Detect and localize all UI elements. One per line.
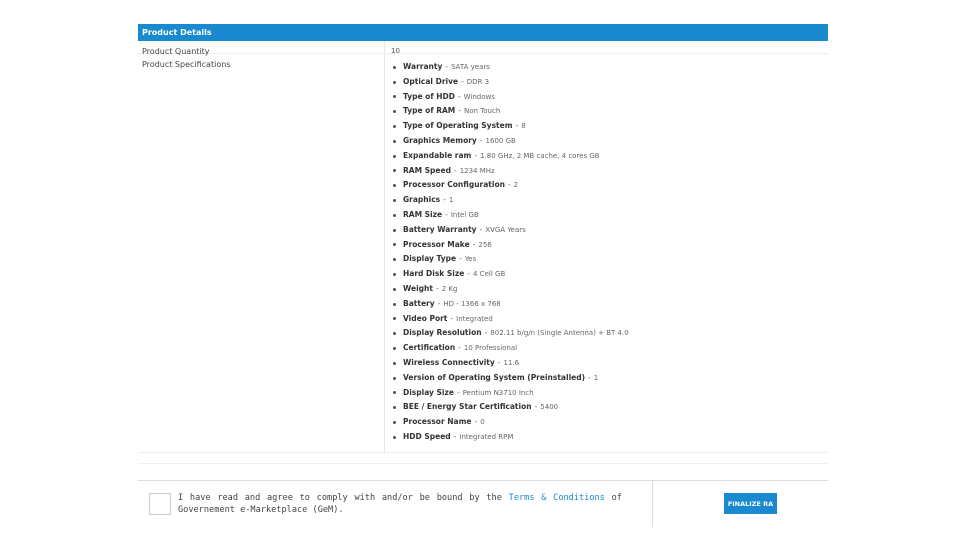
- spec-value: 1: [593, 373, 599, 382]
- spec-key: Type of RAM: [403, 106, 456, 116]
- spec-separator: -: [453, 431, 457, 441]
- agree-checkbox[interactable]: [149, 493, 171, 515]
- spec-item: [391, 178, 822, 193]
- agreement-prefix: I have read and agree to comply with and/or be bound by the: [178, 493, 502, 503]
- spec-separator: -: [459, 254, 462, 264]
- spec-value: 0: [480, 418, 485, 427]
- bullet-icon: [393, 303, 396, 306]
- spec-item: [391, 430, 822, 445]
- spec-value: Windows: [463, 92, 495, 101]
- product-details-panel: [138, 24, 828, 453]
- spec-key: Type of HDD: [403, 91, 455, 101]
- spec-separator: -: [484, 328, 488, 338]
- spec-list: [391, 60, 822, 445]
- bullet-icon: [393, 421, 396, 424]
- action-section: [652, 481, 828, 527]
- spec-key: Processor Configuration: [403, 180, 505, 190]
- spec-item: [391, 415, 822, 430]
- spec-item: [391, 282, 822, 297]
- bullet-icon: [393, 214, 396, 217]
- spec-value: 10 Professional: [463, 344, 518, 353]
- spec-value: SATA years: [451, 63, 490, 71]
- spec-value: 1.80 GHz, 2 MB cache, 4 cores GB: [480, 151, 600, 160]
- bullet-icon: [393, 288, 396, 291]
- spec-item: [391, 104, 822, 119]
- spec-key: Display Resolution: [403, 328, 482, 338]
- spec-key: Display Size: [403, 387, 454, 397]
- spec-key: Battery Warranty: [403, 224, 477, 234]
- spec-value: Non Touch: [463, 107, 501, 116]
- spec-separator: -: [445, 62, 449, 71]
- spec-item: [391, 134, 822, 149]
- spec-value: DDR 3: [466, 77, 490, 86]
- spec-key: Hard Disk Size: [403, 269, 465, 279]
- spec-value: 802.11 b/g/n (Single Antenna) + BT 4.0: [490, 329, 629, 338]
- spec-item: [391, 312, 822, 327]
- spec-value: Pentium N3710 Inch: [462, 388, 534, 397]
- spec-item: [391, 371, 822, 386]
- spec-separator: -: [461, 76, 464, 86]
- bullet-icon: [393, 229, 396, 232]
- spec-key: Type of Operating System: [403, 121, 513, 131]
- bullet-icon: [393, 406, 396, 409]
- spec-value: 8: [521, 122, 526, 131]
- bullet-icon: [393, 436, 396, 439]
- spec-item: [391, 208, 822, 223]
- agreement-text: [178, 493, 622, 516]
- spec-key: RAM Speed: [403, 165, 451, 175]
- bullet-icon: [393, 125, 396, 128]
- bullet-icon: [393, 155, 396, 158]
- spec-key: Weight: [403, 283, 433, 293]
- spec-separator: -: [445, 209, 448, 219]
- spec-value: HD - 1366 x 768: [443, 299, 501, 308]
- bullet-icon: [393, 81, 396, 84]
- bullet-icon: [393, 332, 396, 335]
- spec-separator: -: [457, 91, 461, 101]
- spec-key: Display Type: [403, 254, 457, 264]
- bullet-icon: [393, 273, 396, 276]
- spec-key: RAM Size: [403, 209, 443, 219]
- spec-item: [391, 341, 822, 356]
- spec-key: Optical Drive: [403, 76, 459, 86]
- spec-item: [391, 164, 822, 179]
- spec-separator: -: [443, 195, 446, 205]
- spec-key: Processor Make: [403, 239, 470, 249]
- spec-value: Integrated RPM: [459, 432, 514, 441]
- bullet-icon: [393, 66, 396, 69]
- spec-separator: -: [450, 313, 454, 323]
- spec-value: 5400: [540, 403, 559, 412]
- spec-value: 11.6: [503, 358, 520, 367]
- spec-key: Graphics: [403, 195, 441, 205]
- spec-value: 4 Cell GB: [473, 270, 506, 279]
- quantity-row: [138, 41, 828, 54]
- spec-key: Battery: [403, 298, 435, 308]
- spec-item: [391, 386, 822, 401]
- quantity-label: Product Quantity: [142, 47, 210, 56]
- spec-key: Wireless Connectivity: [403, 357, 495, 367]
- agreement-section: [138, 481, 652, 527]
- spec-separator: -: [479, 224, 483, 234]
- spec-value: 1234 MHz: [459, 166, 495, 175]
- spec-separator: -: [456, 387, 460, 397]
- bullet-icon: [393, 140, 396, 143]
- spec-item: [391, 356, 822, 371]
- spec-item: [391, 326, 822, 341]
- spec-key: Video Port: [403, 313, 448, 323]
- spec-separator: -: [534, 402, 538, 412]
- spec-item: [391, 267, 822, 282]
- spec-separator: -: [507, 180, 511, 190]
- spec-item: [391, 60, 822, 75]
- bullet-icon: [393, 317, 396, 320]
- bullet-icon: [393, 184, 396, 187]
- spec-key: Expandable ram: [403, 150, 472, 160]
- spec-value: Integrated: [456, 314, 493, 323]
- spec-separator: -: [497, 357, 501, 367]
- bullet-icon: [393, 169, 396, 172]
- spec-separator: -: [458, 106, 461, 116]
- spec-value: 1: [448, 196, 454, 205]
- spec-item: [391, 119, 822, 134]
- spec-key: Certification: [403, 343, 456, 353]
- spec-value: XVGA Years: [485, 225, 526, 234]
- spec-key: Warranty: [403, 62, 443, 71]
- spec-value: Yes: [464, 255, 477, 264]
- spec-separator: -: [453, 165, 457, 175]
- spec-key: BEE / Energy Star Certification: [403, 402, 532, 412]
- specifications-label: Product Specifications: [142, 60, 231, 69]
- bullet-icon: [393, 377, 396, 380]
- bullet-icon: [393, 362, 396, 365]
- bullet-icon: [393, 199, 396, 202]
- spec-separator: -: [437, 298, 441, 308]
- bullet-icon: [393, 110, 396, 113]
- bullet-icon: [393, 347, 396, 350]
- bullet-icon: [393, 95, 396, 98]
- spec-item: [391, 252, 822, 267]
- finalize-ra-button[interactable]: FINALIZE RA: [724, 493, 777, 514]
- spec-key: Processor Name: [403, 417, 472, 427]
- specifications-value: [384, 54, 828, 452]
- spec-item: [391, 193, 822, 208]
- spec-separator: -: [479, 135, 483, 145]
- spec-value: 256: [478, 240, 492, 249]
- spec-item: [391, 297, 822, 312]
- spec-separator: -: [458, 343, 461, 353]
- spec-separator: -: [474, 150, 478, 160]
- spec-separator: -: [515, 121, 519, 131]
- spec-separator: -: [467, 269, 471, 279]
- spec-item: [391, 400, 822, 415]
- bullet-icon: [393, 391, 396, 394]
- spec-item: [391, 223, 822, 238]
- spec-value: 1600 GB: [485, 136, 516, 145]
- divider: [138, 463, 828, 464]
- bullet-icon: [393, 243, 396, 246]
- spec-separator: -: [435, 283, 439, 293]
- spec-item: [391, 90, 822, 105]
- spec-item: [391, 75, 822, 90]
- spec-separator: -: [588, 372, 591, 382]
- terms-link[interactable]: Terms & Conditions: [508, 493, 605, 503]
- spec-value: 2: [513, 181, 519, 190]
- panel-title: Product Details: [138, 24, 828, 41]
- spec-separator: -: [472, 239, 476, 249]
- spec-value: Intel GB: [450, 210, 479, 219]
- spec-value: 2 Kg: [441, 284, 458, 293]
- spec-item: [391, 238, 822, 253]
- bullet-icon: [393, 258, 396, 261]
- specifications-row: [138, 54, 828, 453]
- agreement-suffix: of Governement e-Marketplace (GeM).: [178, 493, 622, 515]
- spec-key: Graphics Memory: [403, 135, 477, 145]
- quantity-value: 10: [384, 41, 828, 53]
- spec-key: Version of Operating System (Preinstalled): [403, 372, 586, 382]
- spec-separator: -: [474, 417, 478, 427]
- footer-bar: [138, 480, 828, 527]
- spec-item: [391, 149, 822, 164]
- spec-key: HDD Speed: [403, 431, 451, 441]
